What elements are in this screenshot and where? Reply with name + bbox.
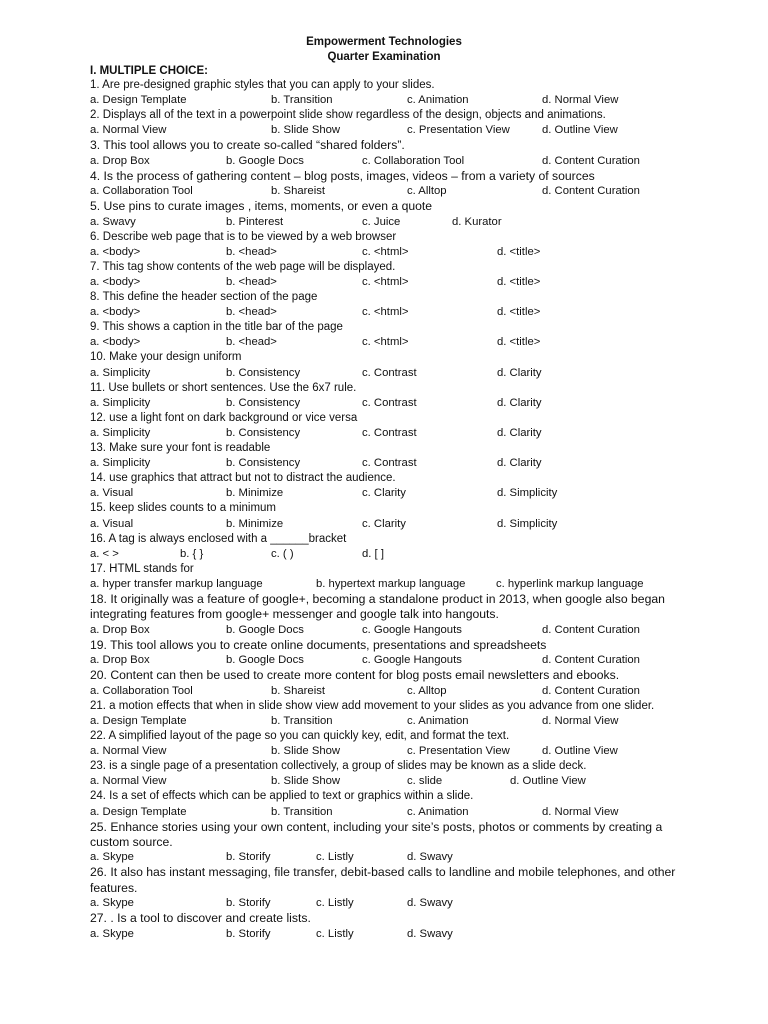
answer-options — [90, 154, 680, 169]
answer-options — [90, 517, 680, 532]
answer-options — [90, 927, 680, 942]
option-a: a. Collaboration Tool — [90, 185, 193, 198]
option-d: d. Clarity — [497, 396, 542, 409]
question-text: 18. It originally was a feature of google+, becoming a standalone product in 2013, when google also began integrating features from google+ messenger and google talk into hangouts. — [90, 592, 665, 622]
option-b: b. <head> — [226, 306, 277, 319]
question-item — [90, 471, 680, 501]
option-c: c. Contrast — [362, 396, 417, 409]
document-subtitle: Quarter Examination — [327, 51, 441, 63]
answer-options — [90, 653, 680, 668]
option-a: a. Drop Box — [90, 623, 150, 636]
option-d: d. Normal View — [542, 94, 619, 107]
option-b: b. Slide Show — [271, 775, 341, 788]
question-text: 2. Displays all of the text in a powerpoint slide show regardless of the design, objects and animations. — [90, 109, 606, 122]
answer-options — [90, 577, 680, 592]
option-c: c. Google Hangouts — [362, 654, 462, 667]
option-b: b. Pinterest — [226, 215, 284, 228]
option-d: d. Kurator — [452, 215, 502, 228]
option-c: c. Contrast — [362, 366, 417, 379]
option-c: c. ( ) — [271, 547, 294, 560]
option-a: a. Simplicity — [90, 427, 151, 440]
answer-options — [90, 184, 680, 199]
option-c: c. Contrast — [362, 427, 417, 440]
option-b: b. Google Docs — [226, 154, 304, 167]
answer-options — [90, 93, 680, 108]
answer-options — [90, 805, 680, 820]
option-d: d. Normal View — [542, 714, 619, 727]
option-c: c. Listly — [316, 897, 354, 910]
option-b: b. Google Docs — [226, 654, 304, 667]
option-c: c. Clarity — [362, 517, 406, 530]
option-a: a. <body> — [90, 336, 141, 349]
question-text: 4. Is the process of gathering content – blog posts, images, videos – from a variety of sources — [90, 168, 595, 183]
option-d: d. <title> — [497, 336, 541, 349]
question-item — [90, 789, 680, 819]
answer-options — [90, 486, 680, 501]
option-d: d. Clarity — [497, 457, 542, 470]
option-b: b. Consistency — [226, 457, 301, 470]
option-a: a. Simplicity — [90, 457, 151, 470]
option-c: c. Animation — [407, 714, 469, 727]
answer-options — [90, 684, 680, 699]
option-c: c. slide — [407, 775, 443, 788]
question-item — [90, 638, 680, 668]
question-item — [90, 501, 680, 531]
option-b: b. <head> — [226, 336, 277, 349]
option-d: d. Content Curation — [542, 185, 640, 198]
option-a: a. <body> — [90, 306, 141, 319]
option-b: b. <head> — [226, 245, 277, 258]
question-item — [90, 290, 680, 320]
section-heading: I. MULTIPLE CHOICE: — [90, 65, 208, 77]
option-a: a. Simplicity — [90, 366, 151, 379]
option-d: d. Swavy — [407, 927, 453, 940]
option-d: d. <title> — [497, 245, 541, 258]
answer-options — [90, 547, 680, 562]
question-item — [90, 729, 680, 759]
option-c: c. <html> — [362, 276, 409, 289]
option-a: a. Collaboration Tool — [90, 684, 193, 697]
option-d: d. Clarity — [497, 427, 542, 440]
option-d: d. Clarity — [497, 366, 542, 379]
option-a: a. <body> — [90, 276, 141, 289]
option-d: d. Simplicity — [497, 487, 558, 500]
answer-options — [90, 305, 680, 320]
question-text: 7. This tag show contents of the web page will be displayed. — [90, 260, 396, 273]
option-d: d. [ ] — [362, 547, 384, 560]
option-b: b. Consistency — [226, 427, 301, 440]
option-a: a. Normal View — [90, 775, 167, 788]
option-d: d. Simplicity — [497, 517, 558, 530]
question-item — [90, 260, 680, 290]
option-a: a. hyper transfer markup language — [90, 578, 263, 591]
question-text: 12. use a light font on dark background or vice versa — [90, 411, 358, 424]
option-d: d. Content Curation — [542, 654, 640, 667]
question-text: 15. keep slides counts to a minimum — [90, 502, 277, 515]
answer-options — [90, 774, 680, 789]
option-b: b. { } — [180, 547, 204, 560]
answer-options — [90, 275, 680, 290]
answer-options — [90, 623, 680, 638]
answer-options — [90, 245, 680, 260]
question-item — [90, 350, 680, 380]
option-a: a. Drop Box — [90, 154, 150, 167]
answer-options — [90, 335, 680, 350]
option-b: b. Minimize — [226, 517, 284, 530]
option-b: b. Minimize — [226, 487, 284, 500]
question-text: 9. This shows a caption in the title bar of the page — [90, 321, 343, 334]
option-c: c. Presentation View — [407, 124, 510, 137]
question-item — [90, 320, 680, 350]
option-c: c. Juice — [362, 215, 401, 228]
question-text: 27. . Is a tool to discover and create lists. — [90, 911, 311, 926]
answer-options — [90, 850, 680, 865]
question-text: 25. Enhance stories using your own content, including your site’s posts, photos or comments by creating a custom source. — [90, 819, 663, 849]
answer-options — [90, 896, 680, 911]
answer-options — [90, 426, 680, 441]
question-text: 14. use graphics that attract but not to distract the audience. — [90, 472, 396, 485]
option-b: b. <head> — [226, 276, 277, 289]
question-text: 21. a motion effects that when in slide show view add movement to your slides as you advance from one slider. — [90, 699, 655, 712]
option-d: d. Outline View — [542, 124, 618, 137]
question-item — [90, 199, 680, 229]
question-text: 17. HTML stands for — [90, 562, 194, 575]
option-c: c. Listly — [316, 927, 354, 940]
answer-options — [90, 366, 680, 381]
question-text: 26. It also has instant messaging, file transfer, debit-based calls to landline and mobile telephones, and other features. — [90, 865, 676, 895]
option-b: b. Consistency — [226, 396, 301, 409]
answer-options — [90, 215, 680, 230]
option-d: d. Swavy — [407, 851, 453, 864]
question-text: 3. This tool allows you to create so-called “shared folders”. — [90, 138, 405, 153]
option-a: a. Skype — [90, 851, 134, 864]
option-b: b. Consistency — [226, 366, 301, 379]
question-text: 16. A tag is always enclosed with a ______bracket — [90, 532, 347, 545]
question-text: 24. Is a set of effects which can be applied to text or graphics within a slide. — [90, 790, 474, 803]
option-b: b. Transition — [271, 714, 333, 727]
option-a: a. <body> — [90, 245, 141, 258]
option-c: c. Presentation View — [407, 745, 510, 758]
option-b: b. Slide Show — [271, 124, 341, 137]
option-a: a. Design Template — [90, 714, 187, 727]
option-c: c. Listly — [316, 851, 354, 864]
option-a: a. Skype — [90, 897, 134, 910]
answer-options — [90, 456, 680, 471]
question-text: 11. Use bullets or short sentences. Use the 6x7 rule. — [90, 381, 357, 394]
option-b: b. Storify — [226, 927, 271, 940]
option-c: c. Collaboration Tool — [362, 154, 465, 167]
option-a: a. Design Template — [90, 805, 187, 818]
option-a: a. < > — [90, 547, 119, 560]
option-a: a. Visual — [90, 517, 134, 530]
answer-options — [90, 714, 680, 729]
option-c: c. Contrast — [362, 457, 417, 470]
question-item — [90, 169, 680, 199]
answer-options — [90, 123, 680, 138]
option-a: a. Skype — [90, 927, 134, 940]
option-d: d. <title> — [497, 276, 541, 289]
option-c: c. Alltop — [407, 185, 447, 198]
option-c: c. <html> — [362, 336, 409, 349]
option-c: c. <html> — [362, 306, 409, 319]
question-item — [90, 108, 680, 138]
option-d: d. Content Curation — [542, 623, 640, 636]
question-item — [90, 699, 680, 729]
question-item — [90, 138, 680, 168]
option-b: b. Slide Show — [271, 745, 341, 758]
answer-options — [90, 744, 680, 759]
question-item — [90, 78, 680, 108]
option-d: d. Swavy — [407, 897, 453, 910]
option-b: b. Transition — [271, 805, 333, 818]
question-text: 23. is a single page of a presentation collectively, a group of slides may be known as a slide deck. — [90, 760, 587, 773]
question-item — [90, 911, 680, 941]
option-c: c. Google Hangouts — [362, 623, 462, 636]
option-d: d. Content Curation — [542, 684, 640, 697]
option-a: a. Design Template — [90, 94, 187, 107]
question-item — [90, 230, 680, 260]
option-c: c. hyperlink markup language — [496, 578, 644, 591]
question-text: 10. Make your design uniform — [90, 351, 242, 364]
question-item — [90, 592, 680, 638]
question-item — [90, 381, 680, 411]
option-b: b. Shareist — [271, 684, 326, 697]
question-text: 5. Use pins to curate images , items, moments, or even a quote — [90, 199, 433, 214]
option-b: b. Transition — [271, 94, 333, 107]
option-a: a. Visual — [90, 487, 134, 500]
option-c: c. Animation — [407, 94, 469, 107]
option-b: b. Shareist — [271, 185, 326, 198]
option-c: c. Clarity — [362, 487, 406, 500]
question-item — [90, 820, 680, 866]
option-a: a. Normal View — [90, 124, 167, 137]
question-item — [90, 668, 680, 698]
option-d: d. Outline View — [542, 745, 618, 758]
option-d: d. Normal View — [542, 805, 619, 818]
question-item — [90, 532, 680, 562]
option-c: c. Alltop — [407, 684, 447, 697]
option-d: d. <title> — [497, 306, 541, 319]
option-c: c. Animation — [407, 805, 469, 818]
question-text: 19. This tool allows you to create online documents, presentations and spreadsheets — [90, 637, 547, 652]
option-a: a. Swavy — [90, 215, 136, 228]
question-text: 13. Make sure your font is readable — [90, 442, 271, 455]
question-item — [90, 759, 680, 789]
option-c: c. <html> — [362, 245, 409, 258]
option-d: d. Content Curation — [542, 154, 640, 167]
option-a: a. Normal View — [90, 745, 167, 758]
question-item — [90, 865, 680, 911]
option-b: b. Storify — [226, 851, 271, 864]
question-item — [90, 562, 680, 592]
option-a: a. Drop Box — [90, 654, 150, 667]
question-text: 6. Describe web page that is to be viewed by a web browser — [90, 230, 397, 243]
option-b: b. hypertext markup language — [316, 578, 466, 591]
question-list — [90, 78, 680, 942]
question-text: 8. This define the header section of the page — [90, 291, 318, 304]
option-b: b. Google Docs — [226, 623, 304, 636]
question-text: 20. Content can then be used to create more content for blog posts email newsletters and ebooks. — [90, 668, 620, 683]
question-item — [90, 411, 680, 441]
option-d: d. Outline View — [510, 775, 586, 788]
option-a: a. Simplicity — [90, 396, 151, 409]
question-item — [90, 441, 680, 471]
option-b: b. Storify — [226, 897, 271, 910]
question-text: 22. A simplified layout of the page so you can quickly key, edit, and format the text. — [90, 729, 510, 742]
question-text: 1. Are pre-designed graphic styles that you can apply to your slides. — [90, 79, 435, 91]
document-title: Empowerment Technologies — [306, 36, 462, 48]
answer-options — [90, 396, 680, 411]
